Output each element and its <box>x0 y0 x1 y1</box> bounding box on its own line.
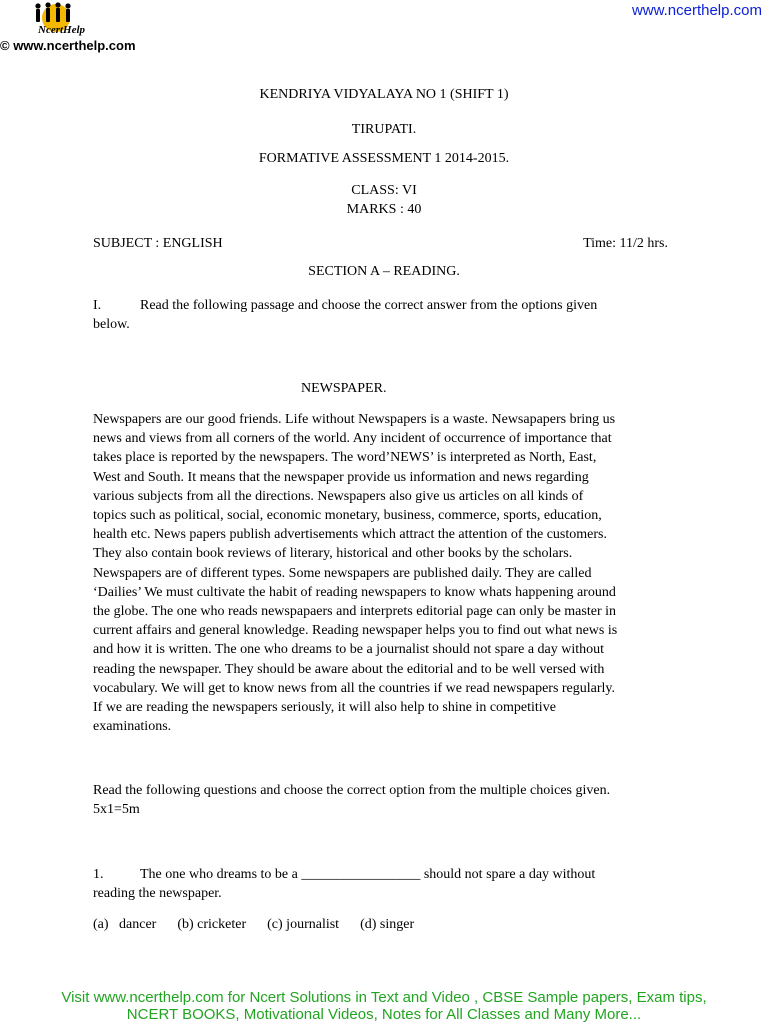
passage-line: takes place is reported by the newspapers. The word’NEWS’ is interpreted as North, East, <box>93 450 597 466</box>
passage-title: NEWSPAPER. <box>301 381 387 396</box>
passage-line: Newspapers are of different types. Some newspapers are published daily. They are called <box>93 565 592 581</box>
marks-scheme: 5x1=5m <box>93 802 140 817</box>
passage-line: various subjects from all the directions. Newspapers also give us articles on all kinds of <box>93 488 584 504</box>
section-heading: SECTION A – READING. <box>308 264 460 279</box>
question-text: The one who dreams to be a _________________ should not spare a day without <box>140 867 596 882</box>
option-b: (b) cricketer <box>177 917 247 932</box>
question-text-line2: reading the newspaper. <box>93 886 222 901</box>
questions-intro: Read the following questions and choose the correct option from the multiple choices given. <box>93 783 611 798</box>
marks-label: MARKS : 40 <box>346 202 422 217</box>
passage-line: They also contain book reviews of literary, historical and other books by the scholars. <box>93 546 573 562</box>
passage-line: health etc. News papers publish advertisements which attract the attention of the customers. <box>93 527 607 543</box>
school-name: KENDRIYA VIDYALAYA NO 1 (SHIFT 1) <box>259 87 509 102</box>
question-number: 1. <box>93 867 104 882</box>
passage-line: topics such as political, social, economic monetary, business, commerce, sports, education, <box>93 508 602 524</box>
instruction-number: I. <box>93 298 102 313</box>
passage-line: the globe. The one who reads newspapaers and interprets editorial page can only be master in <box>93 604 617 620</box>
passage-line: West and South. It means that the newspaper provide us information and news regarding <box>93 469 589 485</box>
subject-label: SUBJECT : ENGLISH <box>93 236 223 251</box>
option-d: (d) singer <box>360 917 415 932</box>
passage-line: If we are reading the newspapers seriously, it will also help to shine in competitive <box>93 700 556 716</box>
footer-line1[interactable]: Visit www.ncerthelp.com for Ncert Solutions in Text and Video , CBSE Sample papers, Exam tips, <box>61 989 707 1006</box>
question-options <box>93 915 414 934</box>
option-c: (c) journalist <box>267 917 340 932</box>
passage-line: ‘Dailies’ We must cultivate the habit of reading newspapers to know whats happening around <box>93 584 616 600</box>
site-link[interactable]: www.ncerthelp.com <box>631 2 762 19</box>
class-label: CLASS: VI <box>351 183 417 198</box>
time-label: Time: 11/2 hrs. <box>583 236 668 251</box>
svg-text:NcertHelp: NcertHelp <box>38 24 86 36</box>
footer-line2[interactable]: NCERT BOOKS, Motivational Videos, Notes for All Classes and Many More... <box>126 1006 642 1023</box>
passage-line: current affairs and general knowledge. Reading newspaper helps you to find out what news is <box>93 623 618 639</box>
passage-line: reading the newspaper. They should be aware about the editorial and to be well versed with <box>93 661 605 677</box>
passage-line: vocabulary. We will get to know news from all the countries if we read newspapers regularly. <box>93 680 616 696</box>
passage-line: and how it is written. The one who dreams to be a journalist should not spare a day without <box>93 642 605 658</box>
passage-body <box>93 410 675 736</box>
instruction-line1: Read the following passage and choose the correct answer from the options given <box>140 298 598 313</box>
assessment-title: FORMATIVE ASSESSMENT 1 2014-2015. <box>258 151 510 166</box>
option-a: (a) dancer <box>93 917 157 932</box>
passage-line: news and views from all corners of the world. Any incident of occurrence of importance that <box>93 431 612 447</box>
logo-tagline: © www.ncerthelp.com <box>0 38 136 53</box>
instruction-line2: below. <box>93 317 130 332</box>
question-1 <box>93 865 595 884</box>
passage-line: Newspapers are our good friends. Life without Newspapers is a waste. Newsapapers bring us <box>93 412 616 427</box>
city-name: TIRUPATI. <box>351 122 417 137</box>
passage-line: examinations. <box>93 719 172 735</box>
instruction <box>93 296 693 315</box>
